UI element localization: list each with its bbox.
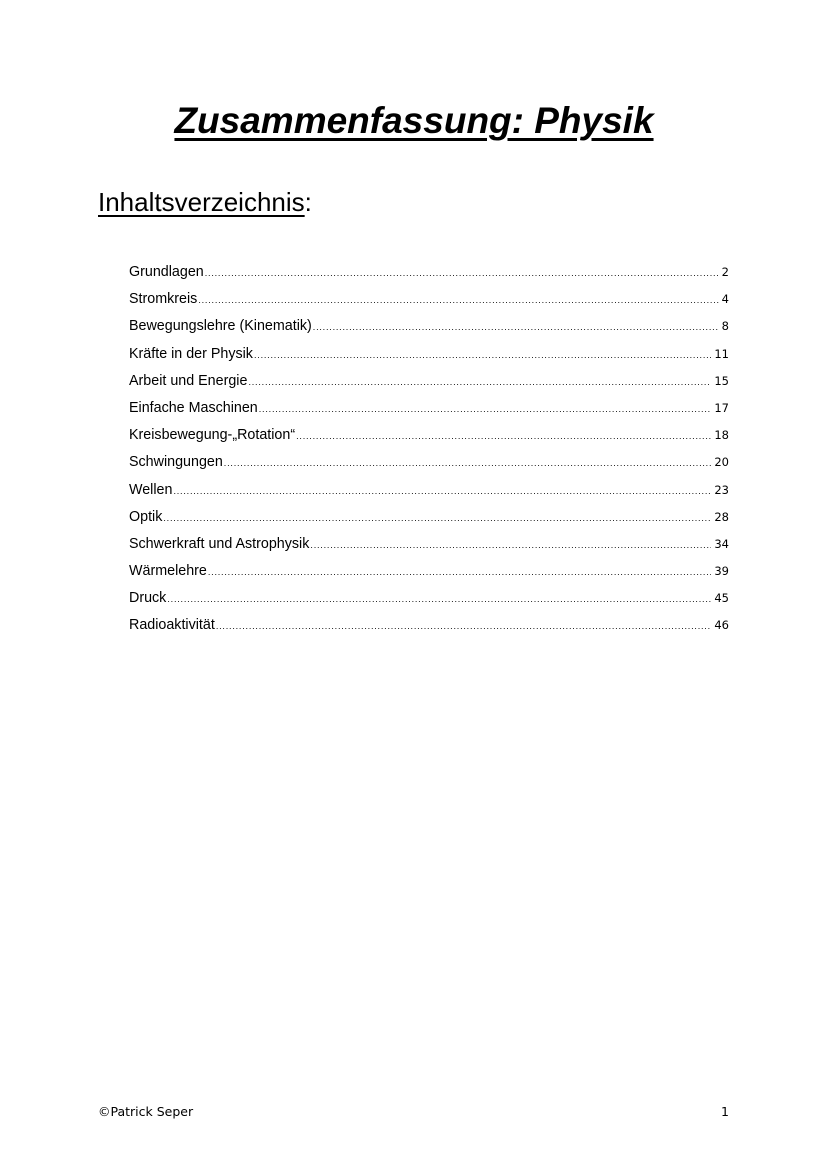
toc-dot-leader [248, 371, 711, 393]
toc-dot-leader [167, 588, 711, 610]
toc-entry-page: 17 [714, 400, 729, 415]
toc-entry-label: Bewegungslehre (Kinematik) [129, 318, 312, 335]
toc-entry-label: Arbeit und Energie [129, 372, 248, 389]
toc-dot-leader [254, 344, 711, 366]
toc-dot-leader [224, 452, 712, 474]
toc-entry-label: Optik [129, 508, 163, 525]
toc-entry-page: 8 [721, 319, 729, 334]
toc-entry-label: Wellen [129, 481, 173, 498]
toc-entry-kreisbewegung[interactable] [129, 424, 729, 451]
toc-heading [98, 185, 312, 219]
toc-entry-page: 4 [721, 292, 729, 307]
toc-entry-page: 11 [714, 346, 729, 361]
toc-entry-page: 39 [714, 564, 729, 579]
toc-entry-label: Schwerkraft und Astrophysik [129, 535, 310, 552]
toc-entry-page: 20 [714, 455, 729, 470]
toc-dot-leader [216, 615, 712, 637]
table-of-contents [129, 261, 729, 642]
toc-entry-grundlagen[interactable] [129, 261, 729, 288]
toc-heading-colon: : [304, 187, 312, 217]
toc-entry-einfache-maschinen[interactable] [129, 397, 729, 424]
toc-dot-leader [163, 507, 711, 529]
toc-entry-label: Druck [129, 590, 167, 607]
toc-entry-waermelehre[interactable] [129, 560, 729, 587]
toc-dot-leader [310, 534, 711, 556]
toc-entry-wellen[interactable] [129, 479, 729, 506]
toc-entry-label: Kreisbewegung-„Rotation“ [129, 427, 296, 444]
toc-entry-label: Radioaktivität [129, 617, 215, 634]
toc-entry-schwerkraft[interactable] [129, 533, 729, 560]
toc-entry-schwingungen[interactable] [129, 451, 729, 478]
toc-entry-kraefte[interactable] [129, 343, 729, 370]
footer-page-number: 1 [721, 1104, 729, 1119]
toc-entry-label: Grundlagen [129, 264, 204, 280]
toc-dot-leader [198, 289, 718, 311]
toc-heading-text: Inhaltsverzeichnis [98, 187, 305, 217]
toc-dot-leader [205, 262, 719, 284]
toc-entry-label: Kräfte in der Physik [129, 345, 253, 362]
toc-dot-leader [259, 398, 712, 420]
toc-dot-leader [208, 561, 712, 583]
toc-entry-page: 23 [714, 482, 729, 497]
toc-entry-druck[interactable] [129, 587, 729, 614]
toc-entry-page: 28 [714, 509, 729, 524]
toc-entry-page: 18 [714, 428, 729, 443]
toc-entry-page: 45 [714, 591, 729, 606]
toc-entry-page: 15 [714, 373, 729, 388]
toc-entry-arbeit-energie[interactable] [129, 370, 729, 397]
toc-dot-leader [313, 316, 719, 338]
toc-entry-page: 46 [714, 618, 729, 633]
toc-entry-page: 34 [714, 536, 729, 551]
toc-entry-label: Wärmelehre [129, 563, 207, 580]
toc-entry-stromkreis[interactable] [129, 288, 729, 315]
toc-entry-label: Schwingungen [129, 454, 223, 471]
toc-entry-bewegungslehre[interactable] [129, 315, 729, 342]
toc-entry-label: Einfache Maschinen [129, 399, 258, 416]
toc-dot-leader [173, 480, 711, 502]
toc-entry-radioaktivitaet[interactable] [129, 614, 729, 641]
document-title: Zusammenfassung: Physik [174, 100, 654, 141]
toc-entry-optik[interactable] [129, 506, 729, 533]
toc-dot-leader [296, 425, 711, 447]
footer-author: ©Patrick Seper [98, 1104, 194, 1119]
toc-entry-page: 2 [721, 265, 729, 279]
toc-entry-label: Stromkreis [129, 291, 198, 308]
